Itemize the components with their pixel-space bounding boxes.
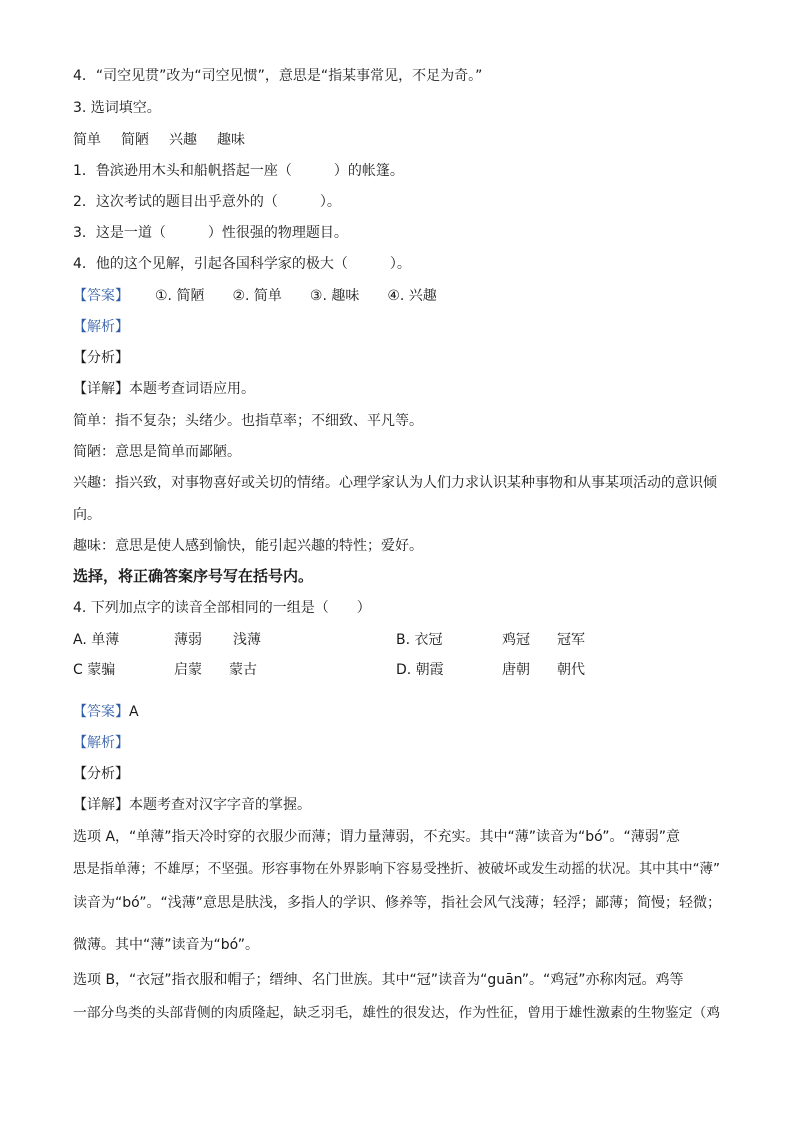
fill-blank-item: 4．他的这个见解，引起各国科学家的极大（ ）。	[73, 256, 411, 272]
answer-item: ③. 趣味	[309, 288, 360, 304]
definition-line: 简陋：意思是简单而鄙陋。	[73, 444, 241, 460]
section-heading: 选择，将正确答案序号写在括号内。	[73, 567, 314, 585]
word-choices	[73, 130, 724, 150]
question-title: 3. 选词填空。	[73, 100, 161, 116]
answer-item: ②. 简单	[232, 288, 282, 304]
detail-text: 本题考查词语应用。	[129, 381, 255, 397]
paragraph-line: 思是指单薄；不雄厚；不坚强。形容事物在外界影响下容易受挫折、被破坏或发生动摇的状况。其中其中“薄”	[73, 861, 720, 877]
question-line: 4. 下列加点字的读音全部相同的一组是（ ）	[73, 600, 371, 616]
option-b: B. 衣冠	[396, 632, 443, 648]
word-choice: 简陋	[121, 132, 149, 148]
text-line: 4．“司空见贯”改为“司空见惯”，意思是“指某事常见，不足为奇。”	[73, 68, 483, 84]
paragraph-line: 微薄。其中“薄”读音为“bó”。	[73, 937, 259, 953]
answer-item: ①. 简陋	[155, 288, 205, 304]
answer-item: ④. 兴趣	[387, 288, 437, 304]
option-row	[73, 630, 724, 650]
fenxi-label: 【分析】	[73, 766, 129, 782]
paragraph-line: 读音为“bó”。“浅薄”意思是肤浅，多指人的学识、修养等，指社会风气浅薄；轻浮；鄙薄；简慢；轻微；	[73, 895, 721, 911]
fill-blank-item: 3．这是一道（ ）性很强的物理题目。	[73, 225, 348, 241]
paragraph-line: 选项 B，“衣冠”指衣服和帽子；缙绅、名门世族。其中“冠”读音为“guān”。“鸡冠”亦称肉冠。鸡等	[73, 972, 684, 988]
option-b-word: 冠军	[557, 632, 585, 648]
option-d-word: 朝代	[557, 662, 585, 678]
word-choice: 趣味	[217, 132, 245, 148]
definition-line: 兴趣：指兴致，对事物喜好或关切的情绪。心理学家认为人们力求认识某种事物和从事某项活动的意识倾	[73, 475, 717, 491]
paragraph-line: 一部分鸟类的头部背侧的肉质隆起，缺乏羽毛，雄性的很发达，作为性征，曾用于雄性激素的生物鉴定（鸡	[73, 1005, 720, 1021]
option-row	[73, 660, 724, 680]
fill-blank-item: 2．这次考试的题目出乎意外的（ ）。	[73, 194, 341, 210]
option-a-word: 浅薄	[233, 632, 261, 648]
fill-blank-item: 1．鲁滨逊用木头和船帆搭起一座（ ）的帐篷。	[73, 163, 404, 179]
answer-label: 【答案】	[73, 288, 129, 304]
detail-line	[73, 379, 724, 399]
detail-label: 【详解】	[73, 381, 129, 397]
definition-line: 趣味：意思是使人感到愉快，能引起兴趣的特性；爱好。	[73, 538, 423, 554]
analysis-label: 【解析】	[73, 735, 129, 751]
option-d: D. 朝霞	[396, 662, 444, 678]
answer-label: 【答案】	[73, 704, 129, 720]
definition-line: 向。	[73, 507, 101, 523]
fenxi-label: 【分析】	[73, 350, 129, 366]
definition-line: 简单：指不复杂；头绪少。也指草率；不细致、平凡等。	[73, 413, 423, 429]
option-c-word: 蒙古	[229, 662, 257, 678]
answer-line	[73, 702, 724, 722]
option-d-word: 唐朝	[502, 662, 530, 678]
option-c-word: 启蒙	[174, 662, 202, 678]
analysis-label: 【解析】	[73, 319, 129, 335]
detail-line	[73, 795, 724, 815]
answer-line	[73, 286, 724, 306]
option-c: C 蒙骗	[73, 662, 116, 678]
paragraph-line: 选项 A，“单薄”指天冷时穿的衣服少而薄；谓力量薄弱，不充实。其中“薄”读音为“bó”。“薄弱”意	[73, 829, 681, 845]
detail-text: 本题考查对汉字字音的掌握。	[129, 797, 311, 813]
detail-label: 【详解】	[73, 797, 129, 813]
option-a: A. 单薄	[73, 632, 120, 648]
word-choice: 简单	[73, 132, 101, 148]
word-choice: 兴趣	[169, 132, 197, 148]
option-a-word: 薄弱	[174, 632, 202, 648]
option-b-word: 鸡冠	[502, 632, 530, 648]
answer-value: A	[129, 704, 139, 720]
